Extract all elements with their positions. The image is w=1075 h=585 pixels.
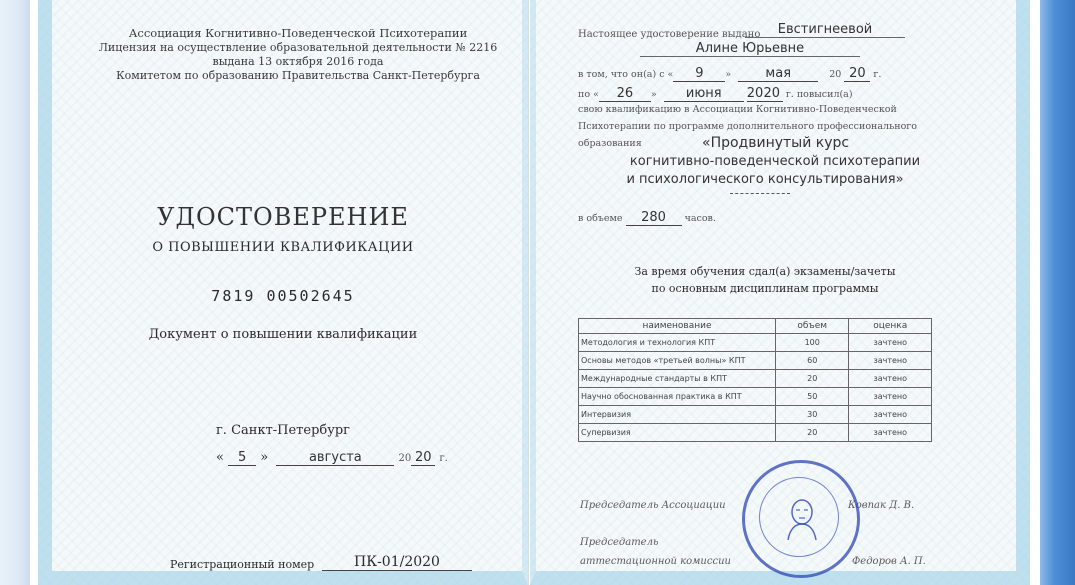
issue-year-suffix: 20 xyxy=(411,450,435,466)
stamp-inner-ring xyxy=(759,477,839,557)
exams-heading-line1: За время обучения сдал(а) экзамены/зачеты xyxy=(634,265,896,278)
study-period-to: по « 26 » июня 2020 г. повысил(а) xyxy=(578,86,853,101)
program-title-line3: и психологического консультирования» xyxy=(626,172,904,187)
from-year-suffix: 20 xyxy=(844,66,870,82)
issued-to-label: Настоящее удостоверение выдано xyxy=(578,29,761,40)
registration-number-value: ПК-01/2020 xyxy=(322,554,472,571)
left-page xyxy=(38,0,529,585)
recipient-given-names: Алине Юрьевне xyxy=(640,41,860,57)
book-cover-left xyxy=(0,0,30,585)
commission-label-line2: аттестационной комиссии xyxy=(580,556,731,567)
license-line: Лицензия на осуществление образовательной деятельности № 2216 xyxy=(98,41,498,54)
discipline-hours: 20 xyxy=(776,370,849,388)
issue-year-label: г. xyxy=(439,453,448,464)
volume-unit: часов. xyxy=(684,213,716,224)
discipline-grade: зачтено xyxy=(849,370,932,388)
stamp-portrait-icon xyxy=(782,496,822,540)
discipline-hours: 30 xyxy=(776,406,849,424)
discipline-name: Супервизия xyxy=(579,424,776,442)
from-year-prefix: 20 xyxy=(829,69,842,80)
discipline-grade: зачтено xyxy=(849,388,932,406)
exams-heading-line2: по основным дисциплинам программы xyxy=(651,282,879,295)
date-close-quote: » xyxy=(260,450,269,465)
issue-city: г. Санкт-Петербург xyxy=(216,423,350,438)
document-number: 7819 00502645 xyxy=(211,287,355,305)
table-row xyxy=(579,352,932,370)
chair-label: Председатель Ассоциации xyxy=(580,500,726,511)
discipline-name: Международные стандарты в КПТ xyxy=(579,370,776,388)
to-tail: г. повысил(а) xyxy=(785,89,853,100)
recipient-surname: Евстигнеевой xyxy=(745,22,905,38)
program-title-line1: «Продвинутый курс xyxy=(702,135,850,151)
table-row xyxy=(579,334,932,352)
volume-row xyxy=(578,210,716,226)
qualification-text-line1: свою квалификацию в Ассоциации Когнитивно-Поведенческой xyxy=(578,104,897,115)
discipline-name: Методология и технология КПТ xyxy=(579,334,776,352)
qualification-text-line2: Психотерапии по программе дополнительного профессионального xyxy=(578,121,918,132)
discipline-hours: 50 xyxy=(776,388,849,406)
column-header-hours: объем xyxy=(776,319,849,334)
document-kind: Документ о повышении квалификации xyxy=(148,327,418,342)
from-month: мая xyxy=(738,66,818,82)
issue-year-prefix: 20 xyxy=(398,453,412,464)
exams-table xyxy=(578,318,932,442)
discipline-name: Интервизия xyxy=(579,406,776,424)
book-cover-right xyxy=(1040,0,1075,585)
table-row xyxy=(579,406,932,424)
discipline-name: Научно обоснованная практика в КПТ xyxy=(579,388,776,406)
discipline-grade: зачтено xyxy=(849,406,932,424)
discipline-hours: 60 xyxy=(776,352,849,370)
right-page xyxy=(530,0,1030,585)
issuer-name: Ассоциация Когнитивно-Поведенческой Психотерапии xyxy=(128,26,468,40)
license-date-line: выдана 13 октября 2016 года xyxy=(212,55,384,68)
to-day: 26 xyxy=(599,86,651,102)
volume-value: 280 xyxy=(626,210,682,226)
discipline-hours: 20 xyxy=(776,424,849,442)
education-label: образования xyxy=(578,138,642,149)
from-year-label: г. xyxy=(873,69,882,80)
commission-name: Федоров А. П. xyxy=(852,556,926,567)
discipline-grade: зачтено xyxy=(849,424,932,442)
discipline-grade: зачтено xyxy=(849,334,932,352)
discipline-name: Основы методов «третьей волны» КПТ xyxy=(579,352,776,370)
document-title: УДОСТОВЕРЕНИЕ xyxy=(157,203,409,231)
license-authority-line: Комитетом по образованию Правительства Санкт-Петербурга xyxy=(116,69,480,82)
document-subtitle: О ПОВЫШЕНИИ КВАЛИФИКАЦИИ xyxy=(152,240,414,255)
table-row xyxy=(579,370,932,388)
chair-name: Ковпак Д. В. xyxy=(848,500,915,511)
column-header-name: наименование xyxy=(579,319,776,334)
to-year-prefix: 20 xyxy=(746,86,764,101)
date-open-quote: « xyxy=(216,450,224,465)
from-label: в том, что он(а) с xyxy=(578,69,665,80)
issue-date xyxy=(216,450,448,466)
official-stamp xyxy=(742,460,860,578)
exams-table-header xyxy=(579,319,932,334)
program-title-line2: когнитивно-поведенческой психотерапии xyxy=(629,154,921,169)
commission-label-line1: Председатель xyxy=(580,537,659,548)
discipline-hours: 100 xyxy=(776,334,849,352)
to-month: июня xyxy=(664,86,744,102)
issue-month: августа xyxy=(276,450,394,466)
issue-day: 5 xyxy=(228,450,256,466)
from-day: 9 xyxy=(673,66,725,82)
discipline-grade: зачтено xyxy=(849,352,932,370)
program-underline xyxy=(730,193,790,194)
table-row xyxy=(579,424,932,442)
volume-label: в объеме xyxy=(578,213,623,224)
registration-number-label: Регистрационный номер xyxy=(170,558,315,571)
to-label: по xyxy=(578,89,591,100)
table-row xyxy=(579,388,932,406)
to-year-suffix: 20 xyxy=(761,86,783,102)
study-period-from: в том, что он(а) с « 9 » мая 20 20 г. xyxy=(578,66,882,81)
column-header-grade: оценка xyxy=(849,319,932,334)
